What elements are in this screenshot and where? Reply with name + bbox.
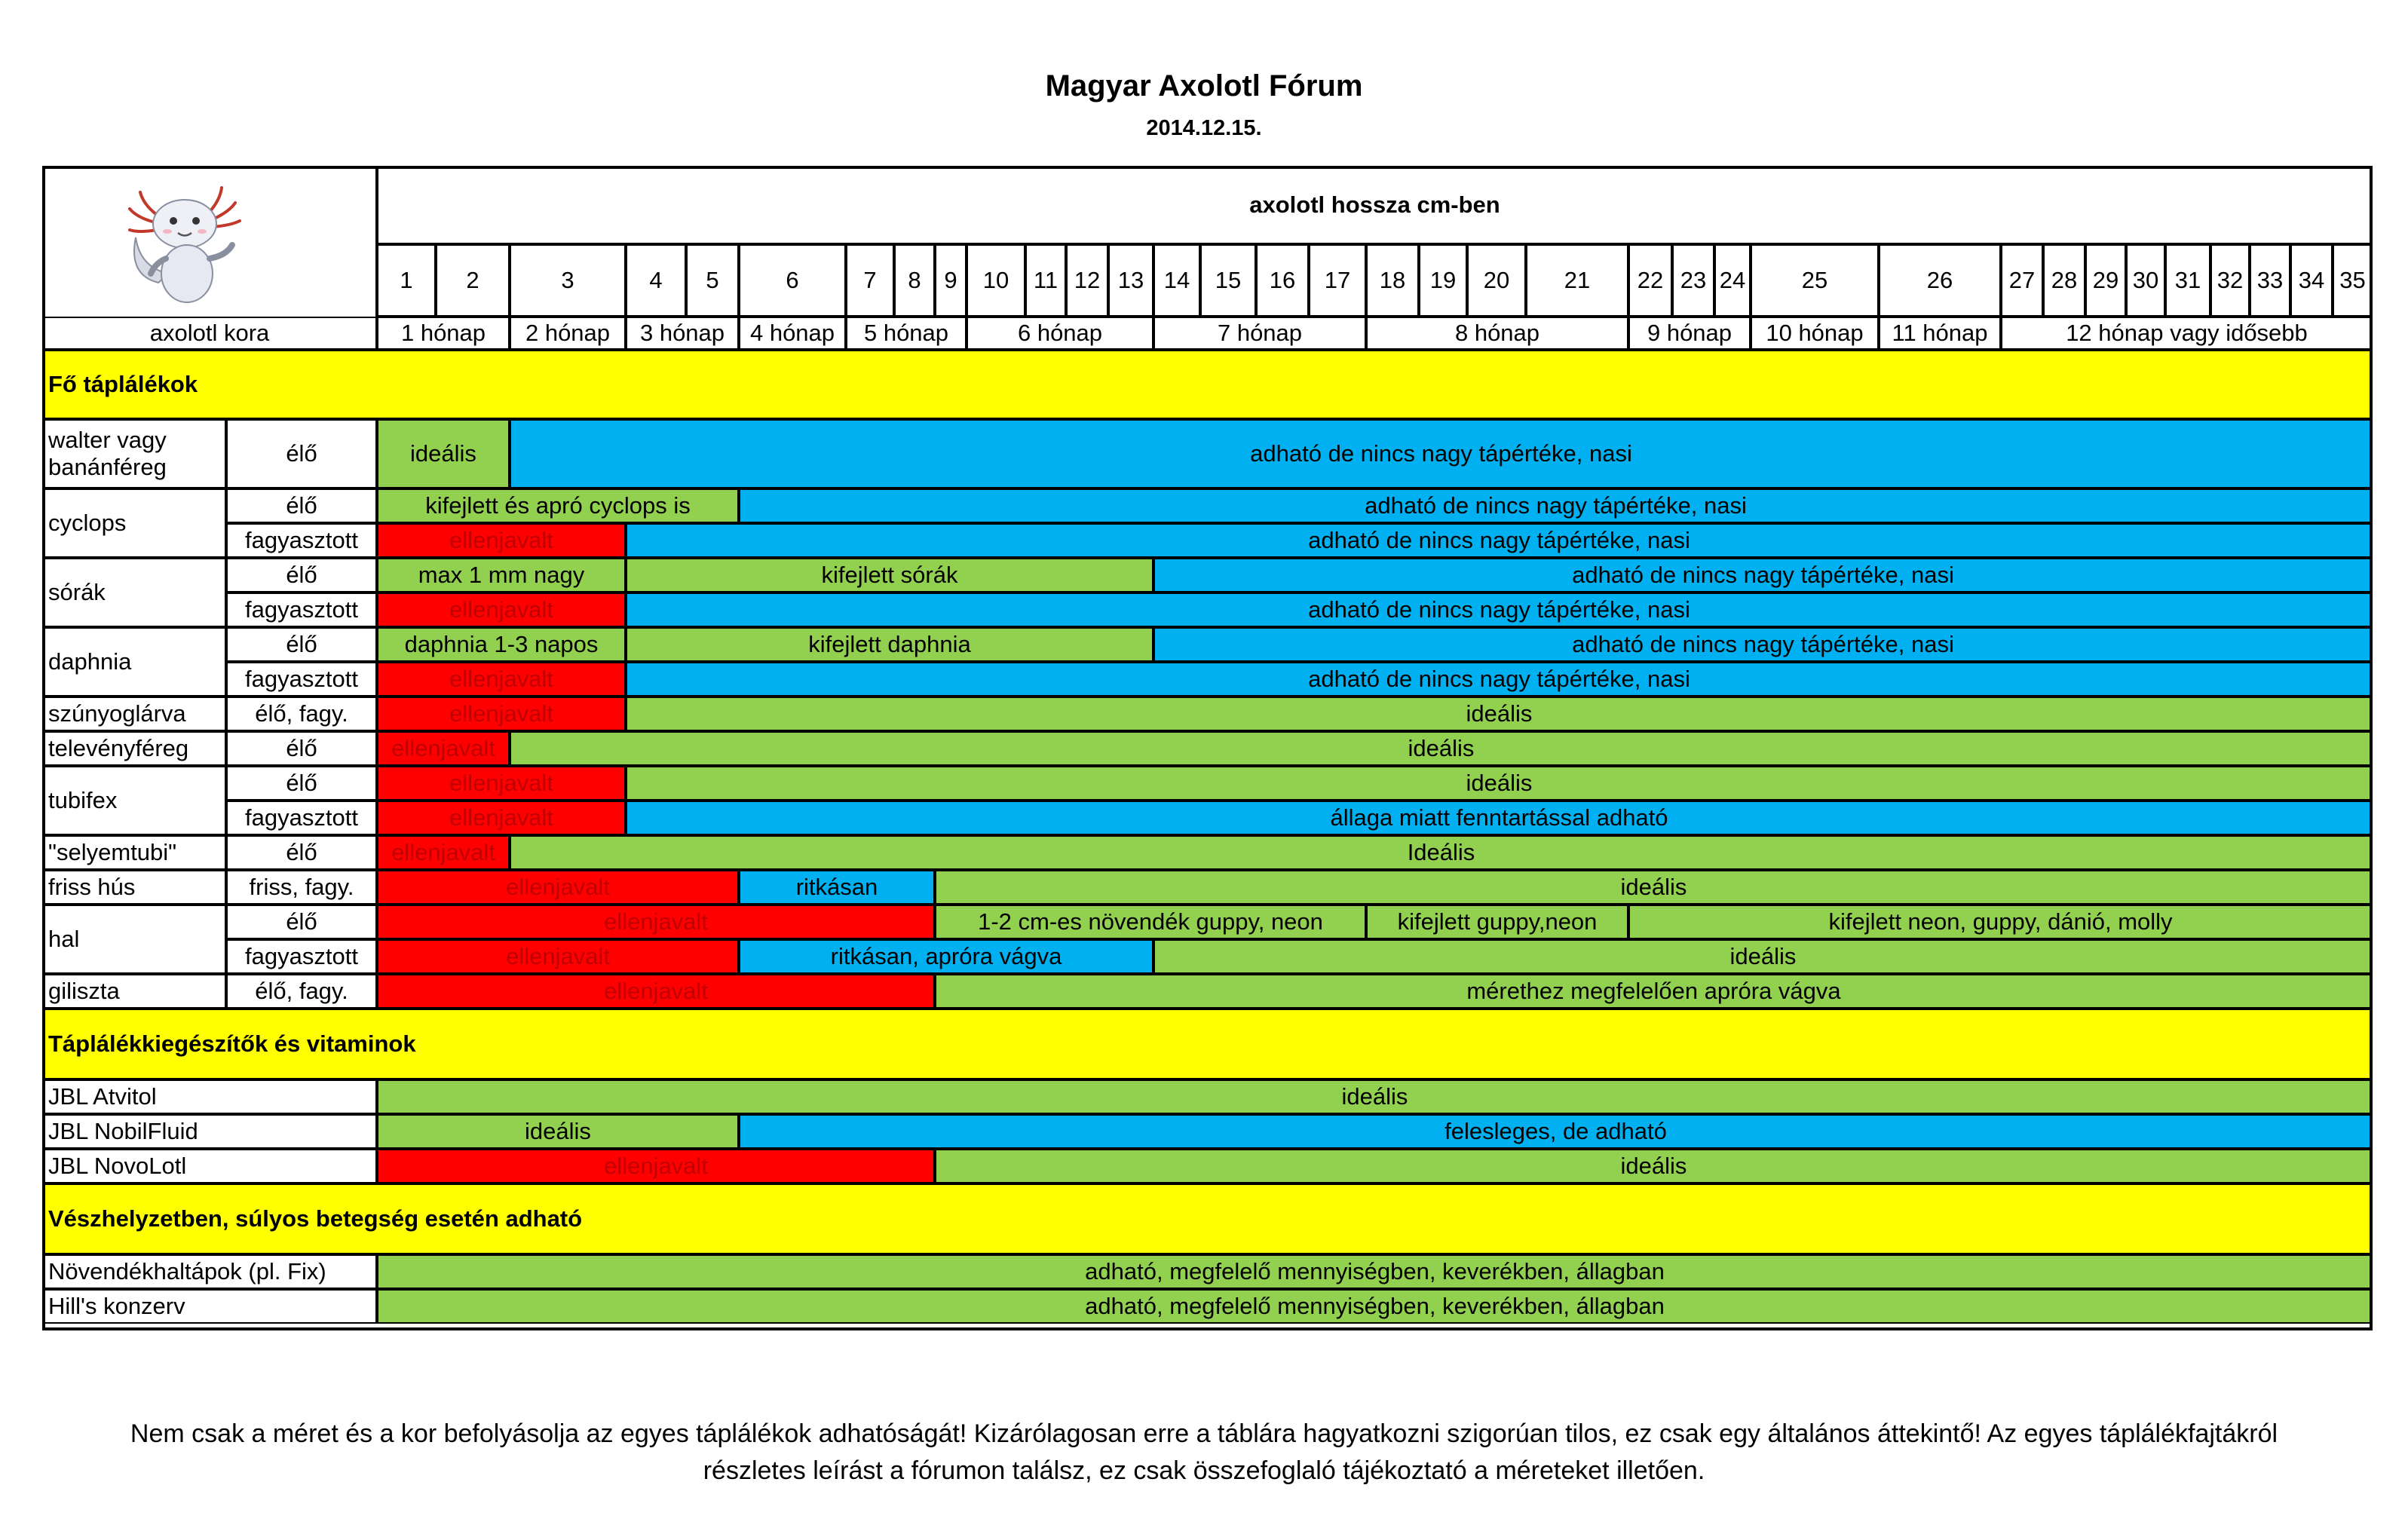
length-tick: 28 <box>2043 244 2085 317</box>
status-segment: ideális <box>377 1079 2373 1114</box>
length-tick: 30 <box>2126 244 2165 317</box>
food-name: szúnyoglárva <box>42 697 226 731</box>
age-cell: 10 hónap <box>1751 317 1879 350</box>
food-form: élő <box>226 627 377 662</box>
status-segment: 1-2 cm-es növendék guppy, neon <box>935 905 1366 939</box>
length-tick: 21 <box>1526 244 1628 317</box>
food-name: giliszta <box>42 974 226 1009</box>
page-title: Magyar Axolotl Fórum <box>1045 69 1363 103</box>
food-name: JBL NobilFluid <box>42 1114 377 1149</box>
length-tick: 18 <box>1366 244 1419 317</box>
status-segment: ellenjavalt <box>377 766 626 801</box>
status-segment: adható de nincs nagy tápértéke, nasi <box>510 419 2373 488</box>
age-cell: 6 hónap <box>967 317 1153 350</box>
food-form: friss, fagy. <box>226 870 377 905</box>
food-name: Hill's konzerv <box>42 1289 377 1324</box>
food-form: fagyasztott <box>226 662 377 697</box>
length-tick: 8 <box>894 244 935 317</box>
food-name: friss hús <box>42 870 226 905</box>
food-form: élő <box>226 766 377 801</box>
food-name: "selyemtubi" <box>42 835 226 870</box>
length-tick: 14 <box>1153 244 1200 317</box>
length-tick: 35 <box>2333 244 2373 317</box>
status-segment: ellenjavalt <box>377 974 935 1009</box>
status-segment: ideális <box>626 766 2373 801</box>
length-tick: 7 <box>846 244 894 317</box>
food-form: élő <box>226 905 377 939</box>
age-cell: 5 hónap <box>846 317 967 350</box>
section-supplements: Táplálékkiegészítők és vitaminok <box>42 1009 2373 1079</box>
status-segment: ritkásan, apróra vágva <box>739 939 1153 974</box>
age-cell: 9 hónap <box>1628 317 1751 350</box>
age-cell: 1 hónap <box>377 317 510 350</box>
food-name: walter vagy banánféreg <box>42 419 226 488</box>
age-cell: 12 hónap vagy idősebb <box>2001 317 2373 350</box>
status-segment: ideális <box>1153 939 2373 974</box>
status-segment: ideális <box>510 731 2373 766</box>
food-form: élő <box>226 488 377 523</box>
food-name: televényféreg <box>42 731 226 766</box>
status-segment: adható de nincs nagy tápértéke, nasi <box>626 592 2373 627</box>
food-form: élő, fagy. <box>226 974 377 1009</box>
length-tick: 25 <box>1751 244 1879 317</box>
status-segment: ideális <box>626 697 2373 731</box>
length-tick: 23 <box>1672 244 1714 317</box>
food-form: élő <box>226 558 377 592</box>
age-cell: 8 hónap <box>1366 317 1628 350</box>
length-tick: 10 <box>967 244 1025 317</box>
status-segment: mérethez megfelelően apróra vágva <box>935 974 2373 1009</box>
status-segment: ideális <box>377 1114 739 1149</box>
status-segment: ideális <box>935 870 2373 905</box>
feeding-table <box>42 166 2373 1330</box>
status-segment: kifejlett daphnia <box>626 627 1153 662</box>
status-segment: ellenjavalt <box>377 939 739 974</box>
length-tick: 6 <box>739 244 846 317</box>
length-tick: 22 <box>1628 244 1672 317</box>
status-segment: kifejlett guppy,neon <box>1366 905 1628 939</box>
status-segment: kifejlett neon, guppy, dánió, molly <box>1628 905 2373 939</box>
status-segment: ellenjavalt <box>377 523 626 558</box>
length-tick: 5 <box>686 244 739 317</box>
food-name: hal <box>42 905 226 974</box>
status-segment: ellenjavalt <box>377 905 935 939</box>
age-cell: 4 hónap <box>739 317 846 350</box>
age-cell: 2 hónap <box>510 317 626 350</box>
food-form: élő <box>226 419 377 488</box>
food-form: élő, fagy. <box>226 697 377 731</box>
status-segment: kifejlett és apró cyclops is <box>377 488 739 523</box>
status-segment: ellenjavalt <box>377 592 626 627</box>
length-tick: 17 <box>1309 244 1366 317</box>
length-tick: 15 <box>1200 244 1256 317</box>
food-form: fagyasztott <box>226 592 377 627</box>
page-date: 2014.12.15. <box>1146 116 1262 140</box>
status-segment: adható de nincs nagy tápértéke, nasi <box>1153 627 2373 662</box>
age-cell: 11 hónap <box>1879 317 2001 350</box>
status-segment: ellenjavalt <box>377 662 626 697</box>
length-tick: 11 <box>1025 244 1066 317</box>
food-form: fagyasztott <box>226 801 377 835</box>
status-segment: ellenjavalt <box>377 801 626 835</box>
status-segment: adható, megfelelő mennyiségben, keverékben, állagban <box>377 1289 2373 1324</box>
footer-line-1: Nem csak a méret és a kor befolyásolja az egyes táplálékok adhatóságát! Kizárólagosan erre a táblára hagyatkozni szigorúan tilos, ez csak egy általános áttekintő! Az egyes táplálékfajtákról <box>130 1419 2278 1448</box>
status-segment: ellenjavalt <box>377 870 739 905</box>
length-tick: 26 <box>1879 244 2001 317</box>
age-cell: 7 hónap <box>1153 317 1366 350</box>
food-form: élő <box>226 731 377 766</box>
length-tick: 29 <box>2085 244 2126 317</box>
food-name: cyclops <box>42 488 226 558</box>
status-segment: ellenjavalt <box>377 731 510 766</box>
length-tick: 12 <box>1066 244 1108 317</box>
length-header: axolotl hossza cm-ben <box>377 166 2373 244</box>
length-tick: 19 <box>1419 244 1467 317</box>
status-segment: ellenjavalt <box>377 1149 935 1183</box>
length-tick: 9 <box>935 244 967 317</box>
food-form: fagyasztott <box>226 939 377 974</box>
status-segment: adható de nincs nagy tápértéke, nasi <box>1153 558 2373 592</box>
food-name: Növendékhaltápok (pl. Fix) <box>42 1254 377 1289</box>
status-segment: adható de nincs nagy tápértéke, nasi <box>626 523 2373 558</box>
length-tick: 27 <box>2001 244 2043 317</box>
status-segment: Ideális <box>510 835 2373 870</box>
status-segment: felesleges, de adható <box>739 1114 2373 1149</box>
length-tick: 4 <box>626 244 686 317</box>
status-segment: adható, megfelelő mennyiségben, keverékben, állagban <box>377 1254 2373 1289</box>
status-segment: ellenjavalt <box>377 697 626 731</box>
status-segment: ritkásan <box>739 870 935 905</box>
section-emergency: Vészhelyzetben, súlyos betegség esetén adható <box>42 1183 2373 1254</box>
status-segment: ideális <box>377 419 510 488</box>
status-segment: állaga miatt fenntartással adható <box>626 801 2373 835</box>
age-label: axolotl kora <box>42 317 377 350</box>
length-tick: 2 <box>436 244 510 317</box>
status-segment: daphnia 1-3 napos <box>377 627 626 662</box>
food-form: fagyasztott <box>226 523 377 558</box>
length-tick: 31 <box>2165 244 2210 317</box>
status-segment: kifejlett sórák <box>626 558 1153 592</box>
length-tick: 1 <box>377 244 436 317</box>
status-segment: max 1 mm nagy <box>377 558 626 592</box>
length-tick: 24 <box>1714 244 1751 317</box>
length-tick: 34 <box>2290 244 2333 317</box>
food-name: sórák <box>42 558 226 627</box>
length-tick: 32 <box>2210 244 2250 317</box>
food-name: tubifex <box>42 766 226 835</box>
length-tick: 3 <box>510 244 626 317</box>
status-segment: ellenjavalt <box>377 835 510 870</box>
age-cell: 3 hónap <box>626 317 739 350</box>
status-segment: adható de nincs nagy tápértéke, nasi <box>739 488 2373 523</box>
length-tick: 20 <box>1467 244 1526 317</box>
food-name: JBL NovoLotl <box>42 1149 377 1183</box>
food-name: daphnia <box>42 627 226 697</box>
section-main-foods: Fő táplálékok <box>42 350 2373 419</box>
length-tick: 13 <box>1108 244 1153 317</box>
length-tick: 33 <box>2250 244 2290 317</box>
length-tick: 16 <box>1256 244 1309 317</box>
food-name: JBL Atvitol <box>42 1079 377 1114</box>
food-form: élő <box>226 835 377 870</box>
footer-note <box>75 1416 2333 1490</box>
status-segment: ideális <box>935 1149 2373 1183</box>
footer-line-2: részletes leírást a fórumon találsz, ez csak összefoglaló tájékoztató a méreteket illetően. <box>703 1456 1705 1486</box>
status-segment: adható de nincs nagy tápértéke, nasi <box>626 662 2373 697</box>
